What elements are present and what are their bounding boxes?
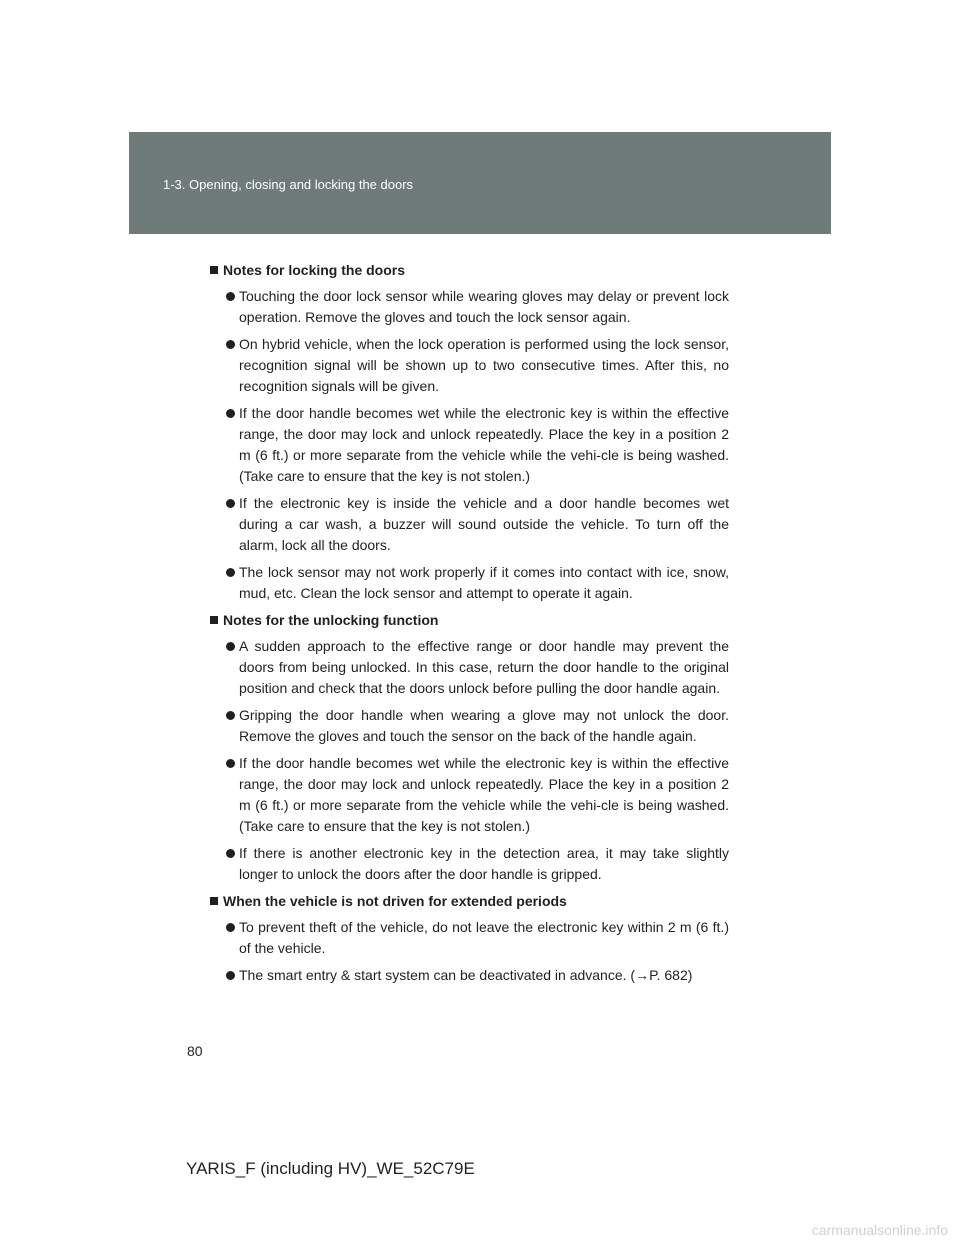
bullet-item [209,403,729,487]
round-bullet-icon [226,759,235,768]
bullet-text: If the electronic key is inside the vehicle and a door handle becomes wet during a car wash, a buzzer will sound outside the vehicle. To turn off the alarm, lock all the doors. [239,495,729,553]
section-heading-text: Notes for the unlocking function [223,612,439,628]
bullet-text: On hybrid vehicle, when the lock operation is performed using the lock sensor, recognition signal will be shown up to two consecutive times. After this, no recognition signals will be given. [239,336,729,394]
round-bullet-icon [226,923,235,932]
square-bullet-icon [210,616,218,624]
section-heading [209,891,729,912]
round-bullet-icon [226,499,235,508]
bullet-text: Touching the door lock sensor while wearing gloves may delay or prevent lock operation. Remove the gloves and touch the lock sensor again. [239,288,729,325]
round-bullet-icon [226,971,235,980]
page-number: 80 [187,1043,203,1059]
round-bullet-icon [226,711,235,720]
bullet-item [209,562,729,604]
bullet-item [209,917,729,959]
bullet-item [209,753,729,837]
bullet-item [209,636,729,699]
bullet-item [209,843,729,885]
round-bullet-icon [226,642,235,651]
bullet-text: If the door handle becomes wet while the electronic key is within the effective range, the door may lock and unlock repeatedly. Place the key in a position 2 m (6 ft.) or more separate from the vehicle while the vehi-cle is being washed. (Take care to ensure that the key is not stolen.) [239,755,729,834]
chapter-section-title: 1-3. Opening, closing and locking the doors [163,177,414,192]
document-code: YARIS_F (including HV)_WE_52C79E [186,1159,475,1178]
bullet-item [209,334,729,397]
square-bullet-icon [210,266,218,274]
section-heading-text: Notes for locking the doors [223,262,406,278]
round-bullet-icon [226,568,235,577]
bullet-text: A sudden approach to the effective range or door handle may prevent the doors from being unlocked. In this case, return the door handle to the original position and check that the doors unlock before pulling the door handle again. [239,638,729,696]
round-bullet-icon [226,340,235,349]
bullet-text: To prevent theft of the vehicle, do not leave the electronic key within 2 m (6 ft.) of the vehicle. [239,919,729,956]
section-heading [209,610,729,631]
bullet-text: The lock sensor may not work properly if it comes into contact with ice, snow, mud, etc. Clean the lock sensor and attempt to operate it again. [239,564,729,601]
bullet-text: If the door handle becomes wet while the electronic key is within the effective range, the door may lock and unlock repeatedly. Place the key in a position 2 m (6 ft.) or more separate from the vehicle while the vehi-cle is being washed. (Take care to ensure that the key is not stolen.) [239,405,729,484]
bullet-item [209,286,729,328]
section-notes-unlocking [209,610,729,885]
page-content [209,260,729,992]
bullet-item [209,493,729,556]
round-bullet-icon [226,409,235,418]
bullet-item [209,965,729,986]
bullet-text: If there is another electronic key in the detection area, it may take slightly longer to unlock the doors after the door handle is gripped. [239,845,729,882]
bullet-item [209,705,729,747]
bullet-text: The smart entry & start system can be deactivated in advance. (→P. 682) [239,967,693,983]
watermark: carmanualsonline.info [811,1222,948,1238]
section-heading-text: When the vehicle is not driven for extended periods [223,893,567,909]
round-bullet-icon [226,292,235,301]
square-bullet-icon [210,897,218,905]
bullet-text: Gripping the door handle when wearing a glove may not unlock the door. Remove the gloves and touch the sensor on the back of the handle again. [239,707,729,744]
section-extended-periods [209,891,729,986]
round-bullet-icon [226,849,235,858]
section-notes-locking [209,260,729,604]
section-heading [209,260,729,281]
